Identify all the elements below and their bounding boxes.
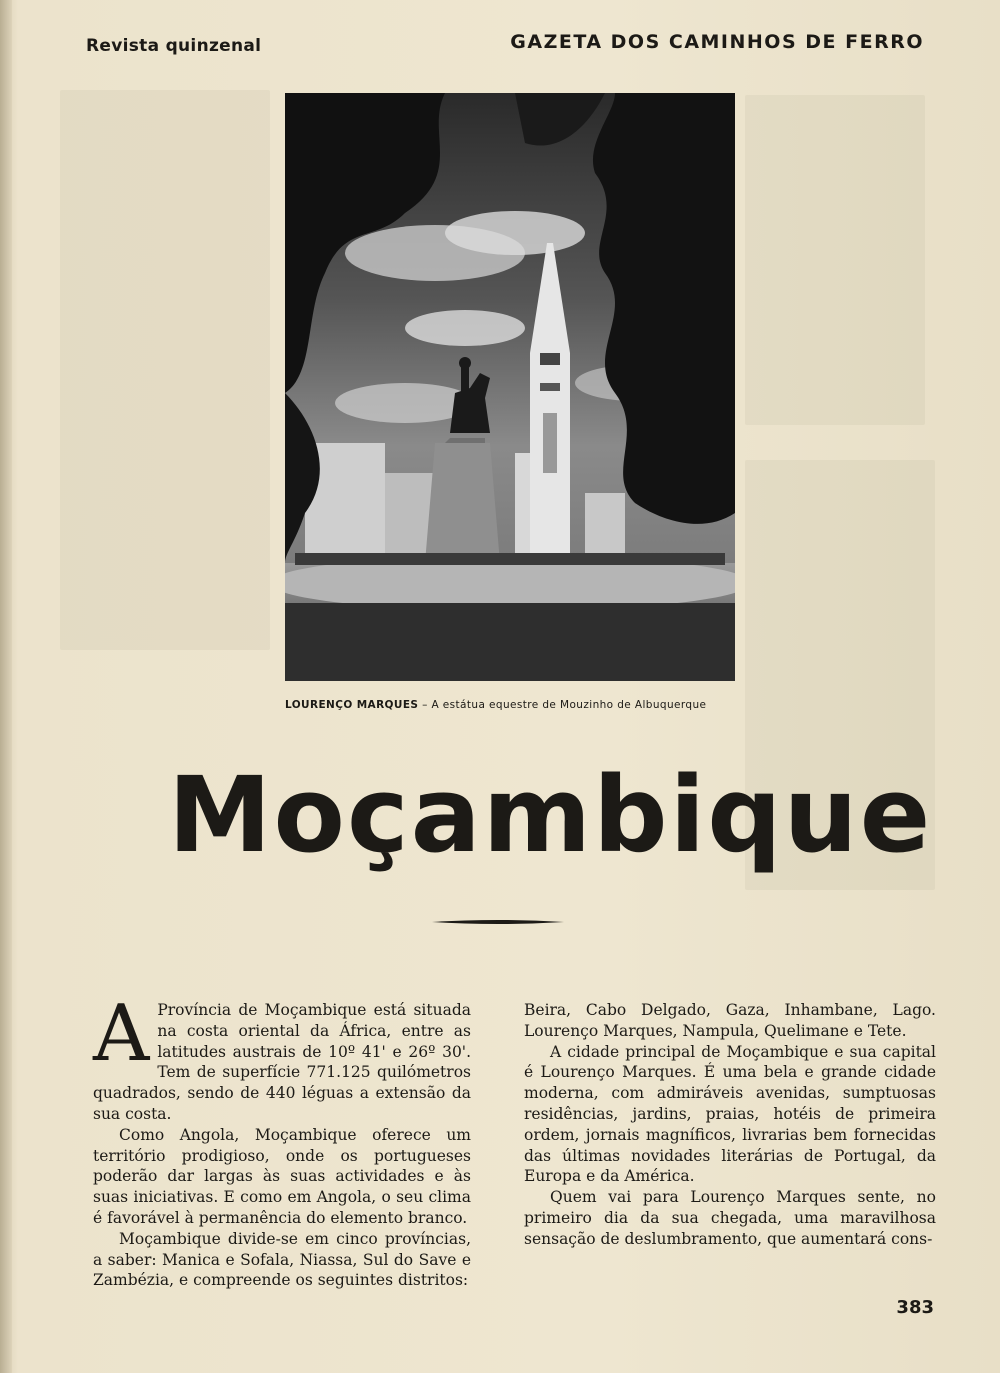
article-title: Moçambique [168,754,933,876]
running-header-left: Revista quinzenal [86,36,262,56]
photo-caption [285,699,745,711]
title-ornament-rule [432,919,564,925]
paragraph-6: Quem vai para Lourenço Marques sente, no primeiro dia da sua chegada, uma maravilhosa sensação de deslumbramento, que aumentará cons- [524,1188,936,1248]
article-column-left [93,989,471,1291]
photo-illustration [285,93,735,681]
page-number: 383 [896,1297,934,1318]
article-column-right [524,1000,936,1250]
drop-cap: A [93,989,150,1079]
paragraph-5: A cidade principal de Moçambique e sua capital é Lourenço Marques. É uma bela e grande cidade moderna, com admiráveis avenidas, sumptuosas residências, jardins, praias, hotéis de primeira ordem, jornais magníficos, livrarias bem fornecidas das últimas novidades literárias de Portugal, da Europa e da América. [524,1042,936,1186]
bleed-through-image [745,95,925,425]
paragraph-1 [93,989,471,1125]
paragraph-2: Como Angola, Moçambique oferece um território prodigioso, onde os portugueses poderão dar largas às suas actividades e às suas iniciativas. E como em Angola, o seu clima é favorável à permanência do elemento branco. [93,1125,471,1227]
page-spine-shadow [0,0,12,1373]
paragraph-1-text: Província de Moçambique está situada na costa oriental da África, entre as latitudes austrais de 10º 41' e 26º 30'. Tem de superfície 771.125 quilómetros quadrados, sendo de 440 léguas a extensão da sua costa. [93,1001,471,1123]
caption-lead: LOURENÇO MARQUES [285,699,419,711]
running-header-right: GAZETA DOS CAMINHOS DE FERRO [510,31,924,53]
caption-text: – A estátua equestre de Mouzinho de Albuquerque [418,699,707,711]
paragraph-4: Beira, Cabo Delgado, Gaza, Inhambane, Lago. Lourenço Marques, Nampula, Quelimane e Tete. [524,1001,936,1040]
paragraph-3: Moçambique divide-se em cinco províncias, a saber: Manica e Sofala, Niassa, Sul do Save e Zambézia, e compreende os seguintes distritos: [93,1229,471,1290]
photo-equestrian-statue [285,93,735,681]
bleed-through-text [60,90,270,650]
